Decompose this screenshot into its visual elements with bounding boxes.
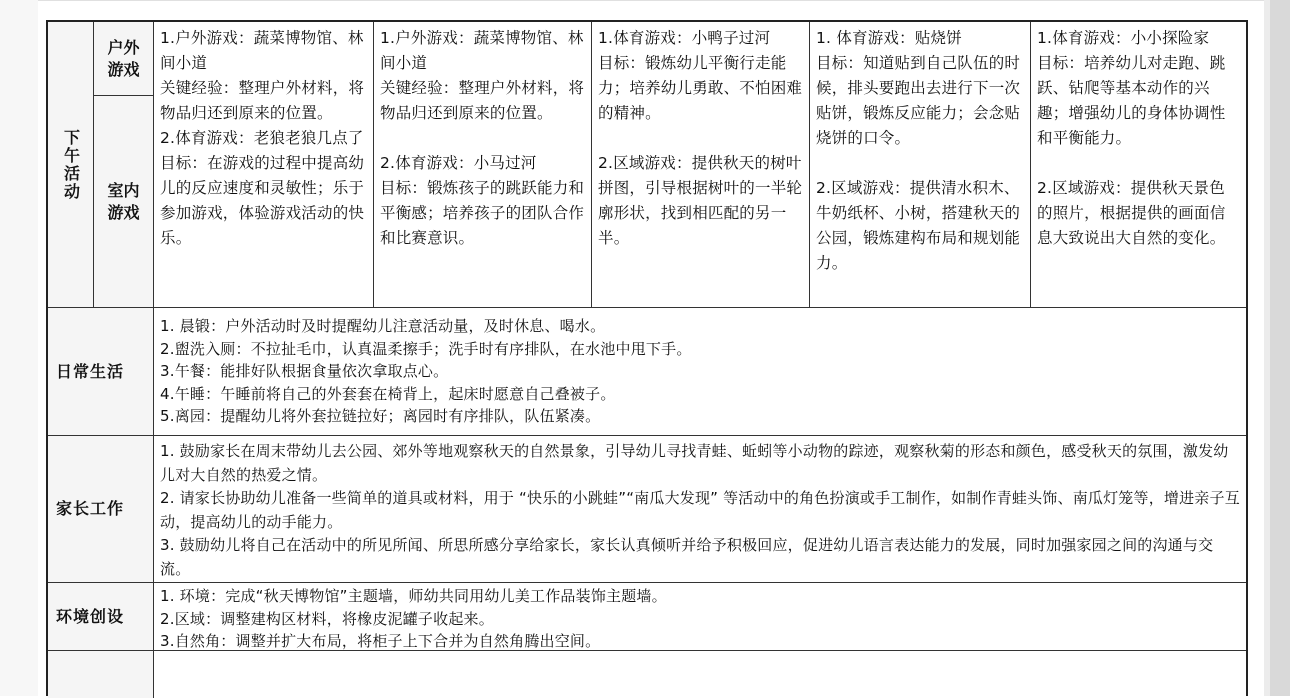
afternoon-day-2-text: 1.户外游戏：蔬菜博物馆、林间小道 关键经验：整理户外材料，将物品归还到原来的位置。 2.体育游戏：小马过河 目标：锻炼孩子的跳跃能力和平衡感；培养孩子的团队合作和比赛意识。: [380, 29, 585, 247]
next-row-text: [154, 651, 1246, 658]
next-row-label: [48, 651, 154, 698]
environment-label-text: 环境创设: [56, 606, 125, 626]
afternoon-day-5: [1031, 22, 1246, 308]
page-margin-left: [0, 0, 38, 696]
afternoon-day-1: [154, 22, 374, 308]
next-row-content: [154, 651, 1246, 698]
scrollbar-track[interactable]: [1270, 0, 1290, 696]
page-top-rule: [38, 0, 1264, 1]
afternoon-day-1-text: 1.户外游戏：蔬菜博物馆、林间小道 关键经验：整理户外材料，将物品归还到原来的位置。 2.体育游戏：老狼老狼几点了 目标：在游戏的过程中提高幼儿的反应速度和灵敏性；乐于参加游戏，体验游戏活动的快乐。: [160, 29, 365, 247]
afternoon-day-4-text: 1. 体育游戏：贴烧饼 目标：知道贴到自己队伍的时候，排头要跑出去进行下一次贴饼，锻炼反应能力；会念贴烧饼的口令。 2.区域游戏：提供清水积木、牛奶纸杯、小树，搭建秋天的公园，锻炼建构布局和规划能力。: [816, 29, 1021, 272]
indoor-game-label: [94, 96, 154, 308]
afternoon-activity-label: [48, 22, 94, 308]
daily-life-content: [154, 308, 1246, 436]
afternoon-day-3: [592, 22, 810, 308]
daily-life-text: 1. 晨锻：户外活动时及时提醒幼儿注意活动量，及时休息、喝水。 2.盥洗入厕：不拉扯毛巾，认真温柔擦手；洗手时有序排队，在水池中甩下手。 3.午餐：能排好队根据食量依次拿取点心。 4.午睡：午睡前将自己的外套套在椅背上，起床时愿意自己叠被子。 5.离园：提醒幼儿将外套拉链拉好；离园时有序排队，队伍紧凑。: [160, 317, 692, 425]
afternoon-activity-label-text: 下午活动: [61, 128, 81, 201]
parent-work-content: [154, 436, 1246, 583]
environment-content: [154, 583, 1246, 651]
indoor-game-label-text: 室内游戏: [107, 180, 140, 222]
daily-life-label-text: 日常生活: [56, 361, 125, 381]
daily-life-label: [48, 308, 154, 436]
afternoon-day-4: [810, 22, 1031, 308]
outdoor-game-label: [94, 22, 154, 96]
outdoor-game-label-text: 户外游戏: [107, 37, 140, 79]
afternoon-day-3-text: 1.体育游戏：小鸭子过河 目标：锻炼幼儿平衡行走能力；培养幼儿勇敢、不怕困难的精神。 2.区域游戏：提供秋天的树叶拼图，引导根据树叶的一半轮廓形状，找到相匹配的另一半。: [598, 29, 803, 247]
parent-work-text: 1. 鼓励家长在周末带幼儿去公园、郊外等地观察秋天的自然景象，引导幼儿寻找青蛙、蚯蚓等小动物的踪迹，观察秋菊的形态和颜色，感受秋天的氛围，激发幼儿对大自然的热爱之情。 2. 请家长协助幼儿准备一些简单的道具或材料，用于 “快乐的小跳蛙”“南瓜大发现” 等活动中的角色扮演或手工制作，如制作青蛙头饰、南瓜灯笼等，增进亲子互动，提高幼儿的动手能力。 3. 鼓励幼儿将自己在活动中的所见所闻、所思所感分享给家长，家长认真倾听并给予积极回应，促进幼儿语言表达能力的发展，同时加强家园之间的沟通与交流。: [160, 442, 1240, 578]
schedule-table: [46, 20, 1248, 696]
afternoon-day-5-text: 1.体育游戏：小小探险家 目标：培养幼儿对走跑、跳跃、钻爬等基本动作的兴趣；增强幼儿的身体协调性和平衡能力。 2.区域游戏：提供秋天景色的照片，根据提供的画面信息大致说出大自然的变化。: [1037, 29, 1226, 247]
afternoon-day-2: [374, 22, 592, 308]
environment-text: 1. 环境：完成“秋天博物馆”主题墙，师幼共同用幼儿美工作品装饰主题墙。 2.区域：调整建构区材料，将橡皮泥罐子收起来。 3.自然角：调整并扩大布局，将柜子上下合并为自然角腾出空间。: [160, 587, 667, 650]
environment-label: [48, 583, 154, 651]
parent-work-label: [48, 436, 154, 583]
parent-work-label-text: 家长工作: [56, 499, 125, 518]
